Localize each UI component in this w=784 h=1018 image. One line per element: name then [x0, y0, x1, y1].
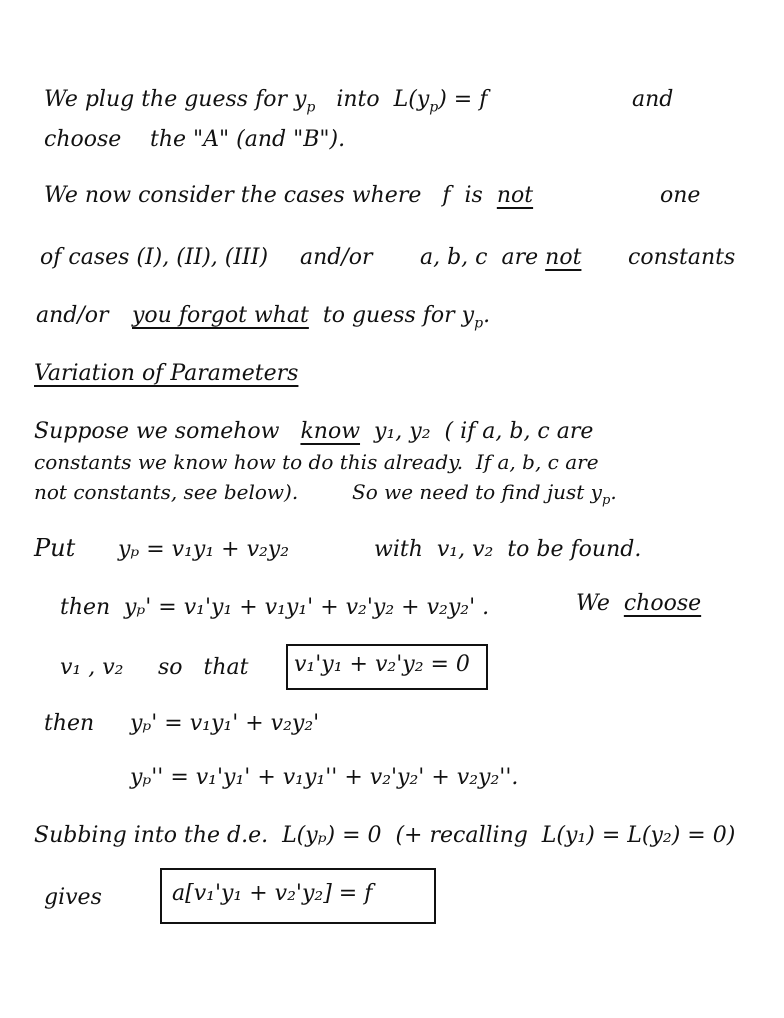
equation-yp: yₚ = v₁y₁ + v₂y₂ — [118, 537, 290, 562]
note-so-that: so that — [158, 655, 249, 680]
equation-yp-prime: yₚ' = v₁'y₁ + v₁y₁' + v₂'y₂ + v₂y₂' . — [124, 595, 490, 620]
note-and-1: and — [632, 87, 674, 112]
note-suppose-2: constants we know how to do this already. If a, b, c are — [34, 450, 599, 474]
note-with: with v₁, v₂ to be found. — [374, 537, 642, 562]
note-then-1: then — [60, 595, 111, 620]
note-then-2: then — [44, 711, 95, 736]
note-gives: gives — [44, 885, 102, 910]
note-suppose-3a: not constants, see below). — [34, 480, 299, 504]
note-we-choose: We choose — [576, 591, 702, 616]
note-line-5b: you forgot what to guess for $y_p$. — [132, 303, 491, 332]
constraint-equation: v₁'y₁ + v₂'y₂ = 0 — [294, 652, 470, 677]
note-suppose-1: Suppose we somehow know y₁, y₂ ( if a, b, c are — [34, 419, 594, 444]
equation-yp-double-prime: yₚ'' = v₁'y₁' + v₁y₁'' + v₂'y₂' + v₂y₂''. — [130, 765, 519, 790]
note-line-5a: and/or — [36, 303, 109, 328]
result-equation: a[v₁'y₁ + v₂'y₂] = f — [172, 881, 373, 906]
note-constants: constants — [628, 245, 736, 270]
note-line-3: We now consider the cases where f is not — [44, 183, 534, 208]
section-heading: Variation of Parameters — [34, 361, 299, 386]
note-line-1: We plug the guess for $y_p$ into $L(y_p) = f$ — [44, 87, 488, 116]
note-suppose-3b: So we need to find just $y_p$. — [352, 480, 617, 508]
note-v-pair: v₁ , v₂ — [60, 655, 124, 680]
note-line-4b: and/or — [300, 245, 373, 270]
equation-yp-prime-2: yₚ' = v₁y₁' + v₂y₂' — [130, 711, 320, 736]
note-line-4c: a, b, c are not — [420, 245, 582, 270]
note-subbing: Subbing into the d.e. L(yₚ) = 0 (+ recalling L(y₁) = L(y₂) = 0) — [34, 823, 736, 848]
note-line-2b: the "A" (and "B"). — [150, 127, 346, 152]
note-one: one — [660, 183, 701, 208]
note-line-4a: of cases (I), (II), (III) — [40, 245, 269, 270]
note-put: Put — [34, 534, 76, 562]
note-line-2a: choose — [44, 127, 122, 152]
